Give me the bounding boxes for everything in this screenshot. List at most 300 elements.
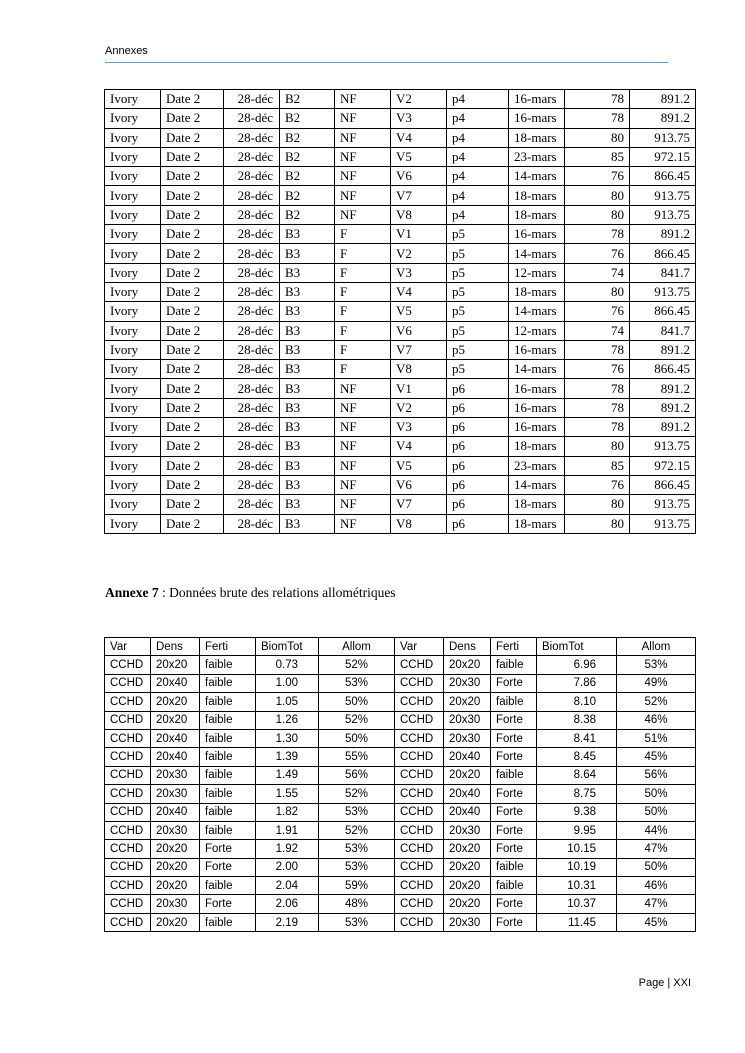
table-cell: 50%	[617, 858, 696, 876]
table-cell: Date 2	[161, 302, 224, 321]
table-cell: 9.38	[537, 803, 617, 821]
table-cell: faible	[200, 656, 256, 674]
table-cell: B3	[280, 340, 335, 359]
table-cell: 28-déc	[224, 263, 280, 282]
table-cell: V2	[391, 244, 447, 263]
table-row	[105, 456, 696, 475]
table-cell: F	[335, 282, 391, 301]
table-cell: Date 2	[161, 167, 224, 186]
table-cell: 28-déc	[224, 340, 280, 359]
table-cell: NF	[335, 437, 391, 456]
table-cell: p4	[447, 167, 509, 186]
table-cell: 8.38	[537, 711, 617, 729]
table-cell: Forte	[200, 895, 256, 913]
table-cell: Date 2	[161, 263, 224, 282]
table-cell: p6	[447, 418, 509, 437]
column-header: Dens	[151, 638, 200, 656]
table-row	[105, 418, 696, 437]
table-cell: 20x20	[151, 656, 200, 674]
table-cell: 14-mars	[509, 475, 565, 494]
annexe7-heading-label: Annexe 7	[105, 585, 159, 600]
table-cell: 12-mars	[509, 321, 565, 340]
table-cell: 16-mars	[509, 379, 565, 398]
table-cell: Date 2	[161, 90, 224, 109]
table-cell: 78	[565, 398, 630, 417]
table-cell: 44%	[617, 821, 696, 839]
table-cell: Date 2	[161, 456, 224, 475]
table-cell: 78	[565, 109, 630, 128]
table-cell: 20x30	[444, 711, 491, 729]
table-cell: B3	[280, 321, 335, 340]
table-cell: Ivory	[105, 360, 161, 379]
table-cell: faible	[491, 858, 537, 876]
column-header: Var	[105, 638, 151, 656]
table-cell: 10.19	[537, 858, 617, 876]
table-cell: B3	[280, 514, 335, 533]
table-cell: p6	[447, 379, 509, 398]
table-cell: 1.00	[256, 674, 319, 692]
table-cell: NF	[335, 90, 391, 109]
table-row	[105, 748, 696, 766]
table-cell: CCHD	[395, 803, 444, 821]
table-cell: 20x40	[444, 785, 491, 803]
table-cell: 8.64	[537, 766, 617, 784]
table-cell: CCHD	[395, 858, 444, 876]
table-cell: 14-mars	[509, 302, 565, 321]
table-cell: CCHD	[105, 840, 151, 858]
table-cell: 1.55	[256, 785, 319, 803]
table-cell: Ivory	[105, 475, 161, 494]
table-cell: 1.39	[256, 748, 319, 766]
table-cell: NF	[335, 128, 391, 147]
table-cell: Ivory	[105, 282, 161, 301]
table-cell: faible	[200, 729, 256, 747]
table-cell: p6	[447, 475, 509, 494]
table-cell: Forte	[491, 729, 537, 747]
table-cell: 23-mars	[509, 456, 565, 475]
table-cell: 20x30	[151, 785, 200, 803]
table-cell: B3	[280, 495, 335, 514]
table-row	[105, 913, 696, 931]
table-cell: p5	[447, 263, 509, 282]
table-row	[105, 858, 696, 876]
table-cell: 1.91	[256, 821, 319, 839]
table-cell: 20x20	[151, 858, 200, 876]
table-cell: Date 2	[161, 225, 224, 244]
table-cell: 16-mars	[509, 90, 565, 109]
table-cell: 20x20	[444, 840, 491, 858]
table-cell: 56%	[617, 766, 696, 784]
table-cell: 18-mars	[509, 282, 565, 301]
table-row	[105, 674, 696, 692]
table-cell: CCHD	[105, 766, 151, 784]
table-cell: 28-déc	[224, 302, 280, 321]
table-cell: 20x30	[151, 766, 200, 784]
table-cell: V4	[391, 437, 447, 456]
table-cell: 56%	[319, 766, 395, 784]
table-cell: Ivory	[105, 90, 161, 109]
table-cell: B2	[280, 109, 335, 128]
table-cell: Ivory	[105, 225, 161, 244]
table-cell: B2	[280, 90, 335, 109]
table-cell: p5	[447, 244, 509, 263]
table-cell: CCHD	[395, 674, 444, 692]
table-cell: Forte	[200, 840, 256, 858]
table-cell: 52%	[617, 693, 696, 711]
table-cell: p4	[447, 109, 509, 128]
table-cell: 18-mars	[509, 514, 565, 533]
table-cell: V8	[391, 360, 447, 379]
table-cell: 85	[565, 147, 630, 166]
table-cell: 20x20	[444, 656, 491, 674]
table-cell: 1.82	[256, 803, 319, 821]
table-row	[105, 90, 696, 109]
table-cell: p6	[447, 437, 509, 456]
table-cell: CCHD	[105, 656, 151, 674]
table-cell: faible	[491, 656, 537, 674]
table-cell: 11.45	[537, 913, 617, 931]
table-cell: 913.75	[630, 495, 696, 514]
table-cell: 891.2	[630, 418, 696, 437]
table-cell: 28-déc	[224, 109, 280, 128]
table-row	[105, 398, 696, 417]
table-cell: Forte	[491, 840, 537, 858]
table-cell: 50%	[319, 693, 395, 711]
column-header: Dens	[444, 638, 491, 656]
table-cell: 841.7	[630, 321, 696, 340]
table-cell: 20x40	[151, 748, 200, 766]
table-row	[105, 693, 696, 711]
table-cell: p5	[447, 225, 509, 244]
table-cell: 48%	[319, 895, 395, 913]
page-header: Annexes	[105, 45, 148, 57]
table-cell: 28-déc	[224, 167, 280, 186]
table-cell: 10.37	[537, 895, 617, 913]
table-row	[105, 186, 696, 205]
table-cell: Date 2	[161, 514, 224, 533]
table-cell: V6	[391, 475, 447, 494]
table-cell: 28-déc	[224, 128, 280, 147]
table-row	[105, 475, 696, 494]
table-cell: B3	[280, 475, 335, 494]
table-cell: V3	[391, 263, 447, 282]
table-cell: V6	[391, 167, 447, 186]
table-cell: CCHD	[395, 693, 444, 711]
table-cell: 52%	[319, 656, 395, 674]
table-cell: 0.73	[256, 656, 319, 674]
table-cell: 18-mars	[509, 186, 565, 205]
table-cell: 9.95	[537, 821, 617, 839]
table-cell: Date 2	[161, 128, 224, 147]
table-cell: Ivory	[105, 186, 161, 205]
table-row	[105, 263, 696, 282]
table-cell: V1	[391, 379, 447, 398]
table-cell: p6	[447, 398, 509, 417]
table-cell: NF	[335, 186, 391, 205]
table-cell: Date 2	[161, 340, 224, 359]
table-cell: CCHD	[395, 840, 444, 858]
table-cell: V5	[391, 302, 447, 321]
table-cell: 6.96	[537, 656, 617, 674]
table-cell: 20x30	[444, 821, 491, 839]
table-cell: Forte	[491, 785, 537, 803]
table-cell: 20x40	[151, 803, 200, 821]
table-cell: 913.75	[630, 514, 696, 533]
table-cell: 891.2	[630, 90, 696, 109]
table-cell: CCHD	[105, 803, 151, 821]
annexe7-heading-text: : Données brute des relations allométriques	[158, 585, 396, 600]
table-cell: 913.75	[630, 437, 696, 456]
table-cell: Ivory	[105, 321, 161, 340]
table-cell: 913.75	[630, 186, 696, 205]
table-cell: F	[335, 321, 391, 340]
table-cell: Forte	[491, 748, 537, 766]
table-cell: 80	[565, 205, 630, 224]
table-cell: 1.30	[256, 729, 319, 747]
table-cell: CCHD	[395, 766, 444, 784]
table-cell: Ivory	[105, 418, 161, 437]
table-cell: 78	[565, 340, 630, 359]
table-cell: 28-déc	[224, 437, 280, 456]
table-cell: p5	[447, 360, 509, 379]
table-cell: V6	[391, 321, 447, 340]
table-cell: CCHD	[395, 913, 444, 931]
table-cell: 76	[565, 360, 630, 379]
table-cell: Ivory	[105, 398, 161, 417]
table-cell: CCHD	[395, 785, 444, 803]
table-cell: 20x20	[444, 766, 491, 784]
table-cell: B3	[280, 244, 335, 263]
table-cell: 866.45	[630, 302, 696, 321]
table-cell: V1	[391, 225, 447, 244]
table-row	[105, 785, 696, 803]
table-cell: p5	[447, 302, 509, 321]
table-cell: 16-mars	[509, 225, 565, 244]
table-cell: 866.45	[630, 167, 696, 186]
table-cell: 53%	[319, 913, 395, 931]
column-header: Var	[395, 638, 444, 656]
table-cell: NF	[335, 398, 391, 417]
table-cell: 28-déc	[224, 90, 280, 109]
table-cell: B3	[280, 379, 335, 398]
table-cell: CCHD	[105, 785, 151, 803]
table-cell: 20x20	[151, 840, 200, 858]
table-cell: Ivory	[105, 495, 161, 514]
table-cell: 23-mars	[509, 147, 565, 166]
table-cell: 2.19	[256, 913, 319, 931]
table-cell: F	[335, 360, 391, 379]
table-cell: Ivory	[105, 147, 161, 166]
table-cell: 1.49	[256, 766, 319, 784]
table-cell: 20x40	[151, 674, 200, 692]
table-row	[105, 147, 696, 166]
table-cell: 52%	[319, 711, 395, 729]
table-cell: faible	[200, 913, 256, 931]
table-cell: 18-mars	[509, 495, 565, 514]
table-cell: 80	[565, 186, 630, 205]
table-cell: faible	[200, 748, 256, 766]
table-cell: 80	[565, 437, 630, 456]
table-cell: B3	[280, 398, 335, 417]
table-cell: 18-mars	[509, 205, 565, 224]
table-row	[105, 729, 696, 747]
table-cell: p6	[447, 495, 509, 514]
table-cell: 50%	[617, 785, 696, 803]
annexe7-heading	[105, 585, 396, 601]
table-cell: faible	[200, 674, 256, 692]
table-cell: 14-mars	[509, 167, 565, 186]
table-cell: 20x20	[444, 895, 491, 913]
column-header: BiomTot	[256, 638, 319, 656]
table-cell: 2.06	[256, 895, 319, 913]
table-cell: 10.15	[537, 840, 617, 858]
table-cell: B3	[280, 282, 335, 301]
table-cell: faible	[491, 693, 537, 711]
table-cell: 10.31	[537, 877, 617, 895]
table-cell: 28-déc	[224, 475, 280, 494]
column-header: Ferti	[200, 638, 256, 656]
table-cell: 47%	[617, 895, 696, 913]
table-cell: 50%	[617, 803, 696, 821]
table-cell: 28-déc	[224, 514, 280, 533]
table-cell: CCHD	[395, 877, 444, 895]
table-cell: Ivory	[105, 109, 161, 128]
table-cell: 16-mars	[509, 340, 565, 359]
table-cell: CCHD	[105, 877, 151, 895]
table-cell: CCHD	[395, 729, 444, 747]
table-cell: 28-déc	[224, 282, 280, 301]
table-cell: 841.7	[630, 263, 696, 282]
table-cell: p5	[447, 282, 509, 301]
table-cell: CCHD	[105, 711, 151, 729]
table-cell: F	[335, 302, 391, 321]
table-row	[105, 282, 696, 301]
table-cell: p4	[447, 147, 509, 166]
table-cell: 866.45	[630, 360, 696, 379]
table-cell: V5	[391, 147, 447, 166]
table-cell: 28-déc	[224, 418, 280, 437]
table-cell: F	[335, 263, 391, 282]
table-cell: NF	[335, 475, 391, 494]
table-cell: 28-déc	[224, 186, 280, 205]
header-rule	[105, 62, 668, 63]
table-row	[105, 205, 696, 224]
table-cell: 20x30	[151, 821, 200, 839]
table-cell: 8.75	[537, 785, 617, 803]
table-cell: NF	[335, 495, 391, 514]
table-cell: faible	[200, 785, 256, 803]
table-cell: 28-déc	[224, 379, 280, 398]
table-cell: Ivory	[105, 205, 161, 224]
table-cell: 53%	[319, 803, 395, 821]
table-row	[105, 360, 696, 379]
table-cell: CCHD	[105, 693, 151, 711]
table-row	[105, 656, 696, 674]
table-cell: CCHD	[395, 821, 444, 839]
table-cell: 53%	[319, 840, 395, 858]
table-row	[105, 803, 696, 821]
table-row	[105, 877, 696, 895]
table-cell: faible	[200, 877, 256, 895]
table-cell: faible	[200, 766, 256, 784]
table-cell: 28-déc	[224, 147, 280, 166]
table-cell: faible	[491, 766, 537, 784]
table-cell: V8	[391, 514, 447, 533]
table-cell: p4	[447, 90, 509, 109]
table-cell: Date 2	[161, 321, 224, 340]
table-cell: B3	[280, 302, 335, 321]
table-cell: 7.86	[537, 674, 617, 692]
table-cell: Date 2	[161, 147, 224, 166]
table-cell: 53%	[617, 656, 696, 674]
table-cell: Date 2	[161, 244, 224, 263]
table-cell: 18-mars	[509, 437, 565, 456]
table-cell: p6	[447, 456, 509, 475]
table-cell: 28-déc	[224, 244, 280, 263]
table-cell: F	[335, 244, 391, 263]
table-cell: Ivory	[105, 340, 161, 359]
table-cell: B3	[280, 437, 335, 456]
table-cell: CCHD	[105, 674, 151, 692]
table-cell: 891.2	[630, 225, 696, 244]
table-cell: V4	[391, 282, 447, 301]
table-cell: B2	[280, 205, 335, 224]
table-cell: 20x20	[151, 693, 200, 711]
table-cell: p6	[447, 514, 509, 533]
table-cell: Date 2	[161, 418, 224, 437]
table-cell: F	[335, 225, 391, 244]
table-cell: B3	[280, 456, 335, 475]
column-header: Ferti	[491, 638, 537, 656]
table-cell: 52%	[319, 821, 395, 839]
table-cell: 14-mars	[509, 360, 565, 379]
table-row	[105, 128, 696, 147]
table-cell: 74	[565, 321, 630, 340]
table-row	[105, 895, 696, 913]
table-cell: V4	[391, 128, 447, 147]
table-cell: 16-mars	[509, 109, 565, 128]
table-cell: 80	[565, 282, 630, 301]
table-cell: B3	[280, 360, 335, 379]
table-cell: 80	[565, 128, 630, 147]
table-cell: 20x20	[151, 913, 200, 931]
table-cell: 28-déc	[224, 495, 280, 514]
column-header: Allom	[617, 638, 696, 656]
table-cell: 47%	[617, 840, 696, 858]
table-cell: faible	[200, 693, 256, 711]
page-footer: Page | XXI	[638, 977, 691, 989]
table-cell: NF	[335, 147, 391, 166]
table-cell: B3	[280, 225, 335, 244]
table-cell: 28-déc	[224, 225, 280, 244]
table-cell: 913.75	[630, 205, 696, 224]
table-cell: 76	[565, 302, 630, 321]
table-cell: 80	[565, 495, 630, 514]
table-cell: 14-mars	[509, 244, 565, 263]
table-cell: Forte	[200, 858, 256, 876]
table-cell: 28-déc	[224, 398, 280, 417]
table-row	[105, 109, 696, 128]
table-cell: Ivory	[105, 244, 161, 263]
table-cell: CCHD	[105, 748, 151, 766]
table-row	[105, 379, 696, 398]
table-cell: 891.2	[630, 109, 696, 128]
measurement-table	[104, 89, 696, 534]
table-cell: 45%	[617, 913, 696, 931]
table-cell: F	[335, 340, 391, 359]
table-cell: 8.10	[537, 693, 617, 711]
table-row	[105, 321, 696, 340]
